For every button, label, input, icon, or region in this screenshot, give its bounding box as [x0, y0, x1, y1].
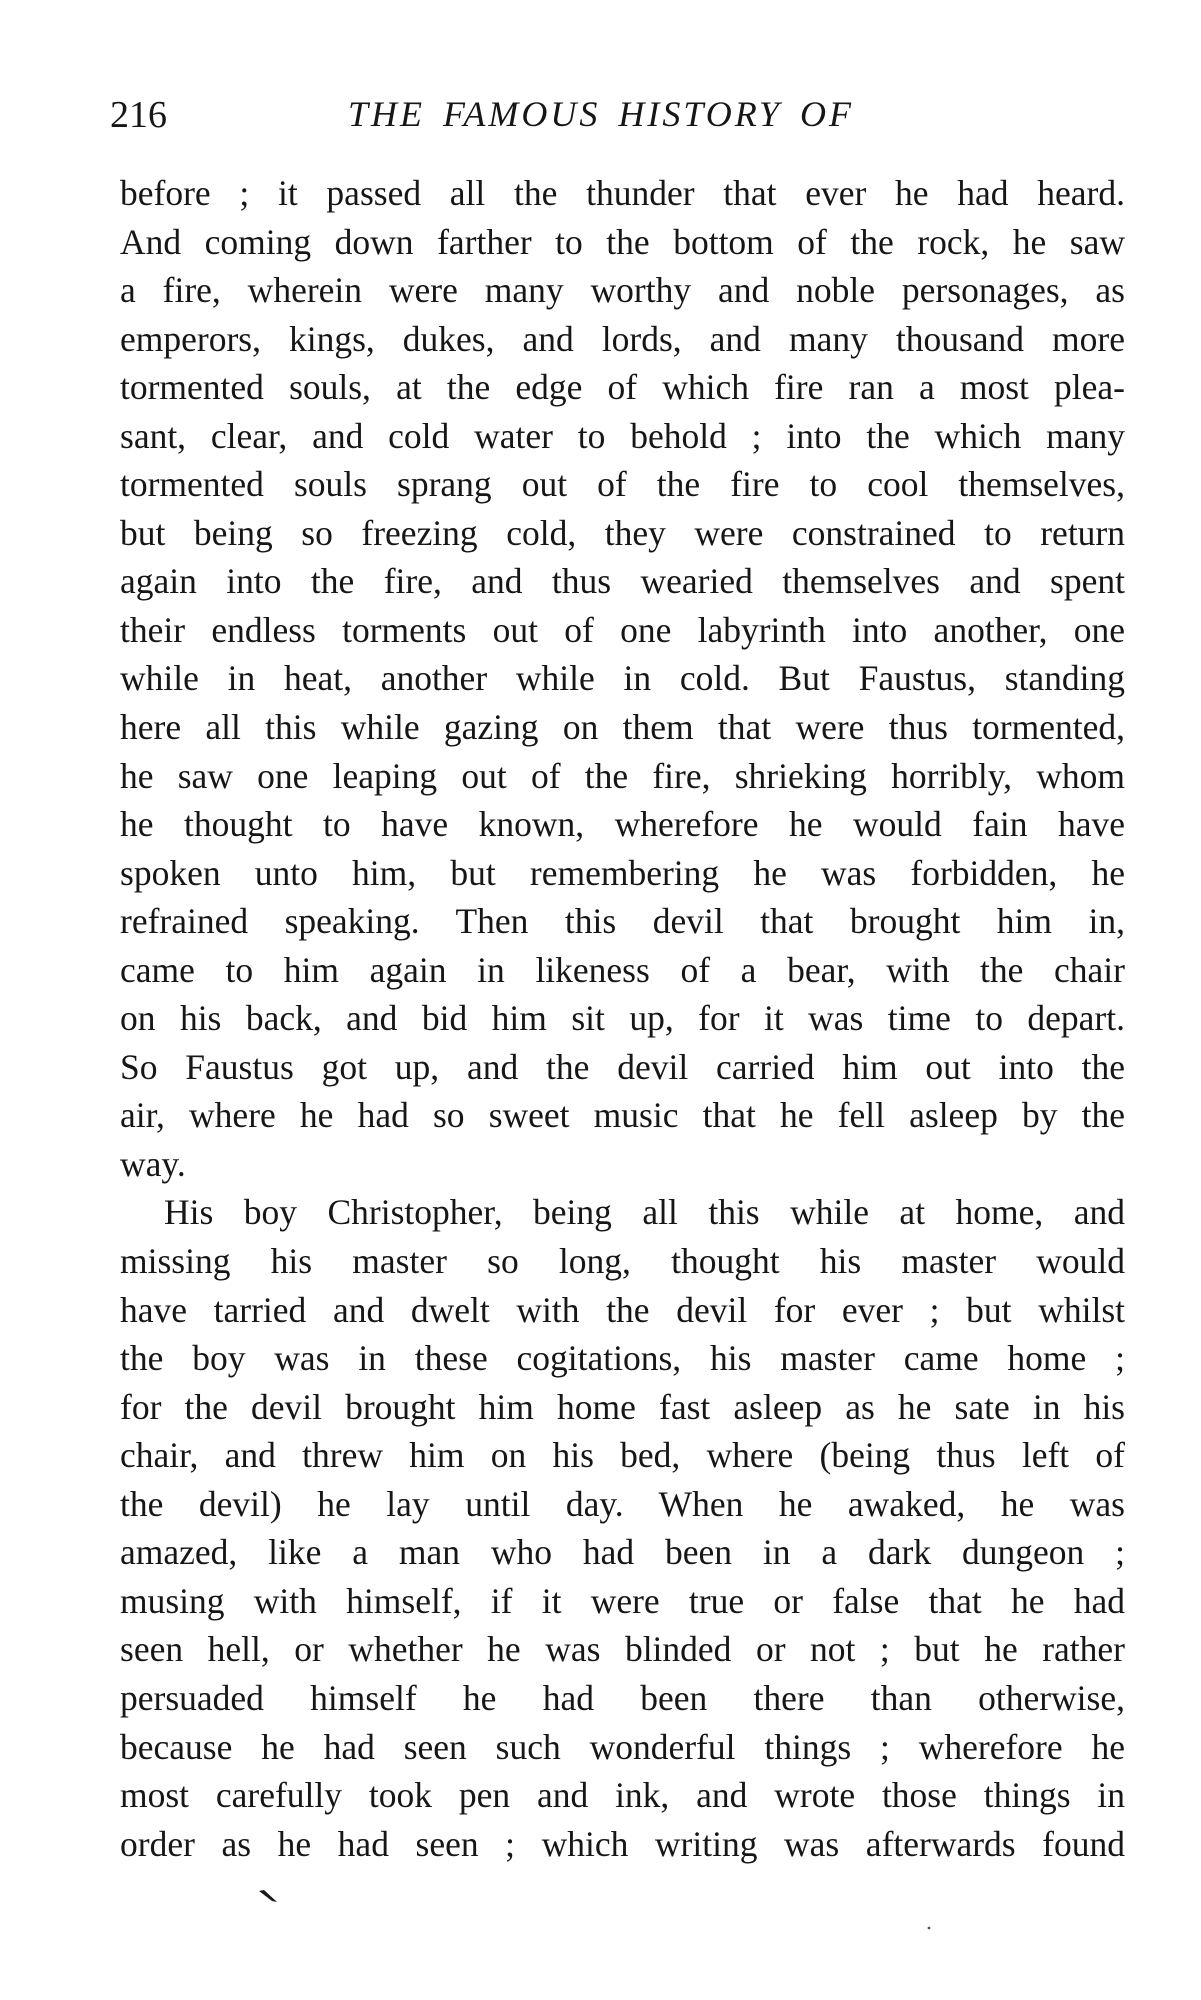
text-line: have tarried and dwelt with the devil for ever ; but whilst	[120, 1289, 1125, 1330]
running-head	[110, 93, 1120, 143]
text-line: chair, and threw him on his bed, where (being thus left of	[120, 1435, 1125, 1476]
text-line: spoken unto him, but remembering he was forbidden, he	[120, 852, 1125, 893]
page-number: 216	[110, 94, 167, 136]
text-line: refrained speaking. Then this devil that brought him in,	[120, 901, 1125, 942]
text-line: So Faustus got up, and the devil carried him out into the	[120, 1046, 1125, 1087]
text-line: persuaded himself he had been there than otherwise,	[120, 1677, 1125, 1718]
text-line: a fire, wherein were many worthy and noble personages, as	[120, 270, 1125, 311]
text-line: tormented souls sprang out of the fire to cool themselves,	[120, 464, 1125, 505]
text-line: tormented souls, at the edge of which fire ran a most plea-	[120, 367, 1125, 408]
text-line: before ; it passed all the thunder that ever he had heard.	[120, 173, 1125, 213]
text-line: order as he had seen ; which writing was afterwards found	[120, 1823, 1125, 1864]
text-line: way.	[120, 1143, 186, 1184]
text-line: while in heat, another while in cold. But Faustus, standing	[120, 658, 1125, 699]
text-line: again into the fire, and thus wearied themselves and spent	[120, 561, 1125, 602]
paragraph-2	[120, 1188, 1125, 1868]
ink-speck	[927, 1926, 931, 1930]
text-line: the boy was in these cogitations, his master came home ;	[120, 1338, 1125, 1379]
text-line: because he had seen such wonderful things ; wherefore he	[120, 1726, 1125, 1767]
text-line: he saw one leaping out of the fire, shrieking horribly, whom	[120, 755, 1125, 796]
text-line: emperors, kings, dukes, and lords, and many thousand more	[120, 318, 1125, 359]
text-line: amazed, like a man who had been in a dark dungeon ;	[120, 1532, 1125, 1573]
text-line: came to him again in likeness of a bear, with the chair	[120, 949, 1125, 990]
text-line: seen hell, or whether he was blinded or not ; but he rather	[120, 1629, 1125, 1670]
text-line: air, where he had so sweet music that he fell asleep by the	[120, 1095, 1125, 1136]
text-line: missing his master so long, thought his master would	[120, 1241, 1125, 1282]
text-line: musing with himself, if it were true or false that he had	[120, 1580, 1125, 1621]
text-line: for the devil brought him home fast asleep as he sate in his	[120, 1386, 1125, 1427]
text-line: on his back, and bid him sit up, for it was time to depart.	[120, 998, 1125, 1039]
ink-tick-mark	[258, 1889, 278, 1903]
text-line: here all this while gazing on them that were thus tormented,	[120, 707, 1125, 748]
text-line: the devil) he lay until day. When he awaked, he was	[120, 1483, 1125, 1524]
text-line: he thought to have known, wherefore he would fain have	[120, 804, 1125, 845]
text-line: but being so freezing cold, they were constrained to return	[120, 512, 1125, 553]
running-title: THE FAMOUS HISTORY OF	[348, 94, 855, 134]
text-line: His boy Christopher, being all this while at home, and	[164, 1192, 1125, 1233]
text-line: sant, clear, and cold water to behold ; into the which many	[120, 415, 1125, 456]
text-line: most carefully took pen and ink, and wrote those things in	[120, 1775, 1125, 1816]
body-text	[120, 169, 1125, 1868]
text-line: their endless torments out of one labyrinth into another, one	[120, 609, 1125, 650]
text-line: And coming down farther to the bottom of the rock, he saw	[120, 221, 1125, 262]
paragraph-1	[120, 169, 1125, 1188]
